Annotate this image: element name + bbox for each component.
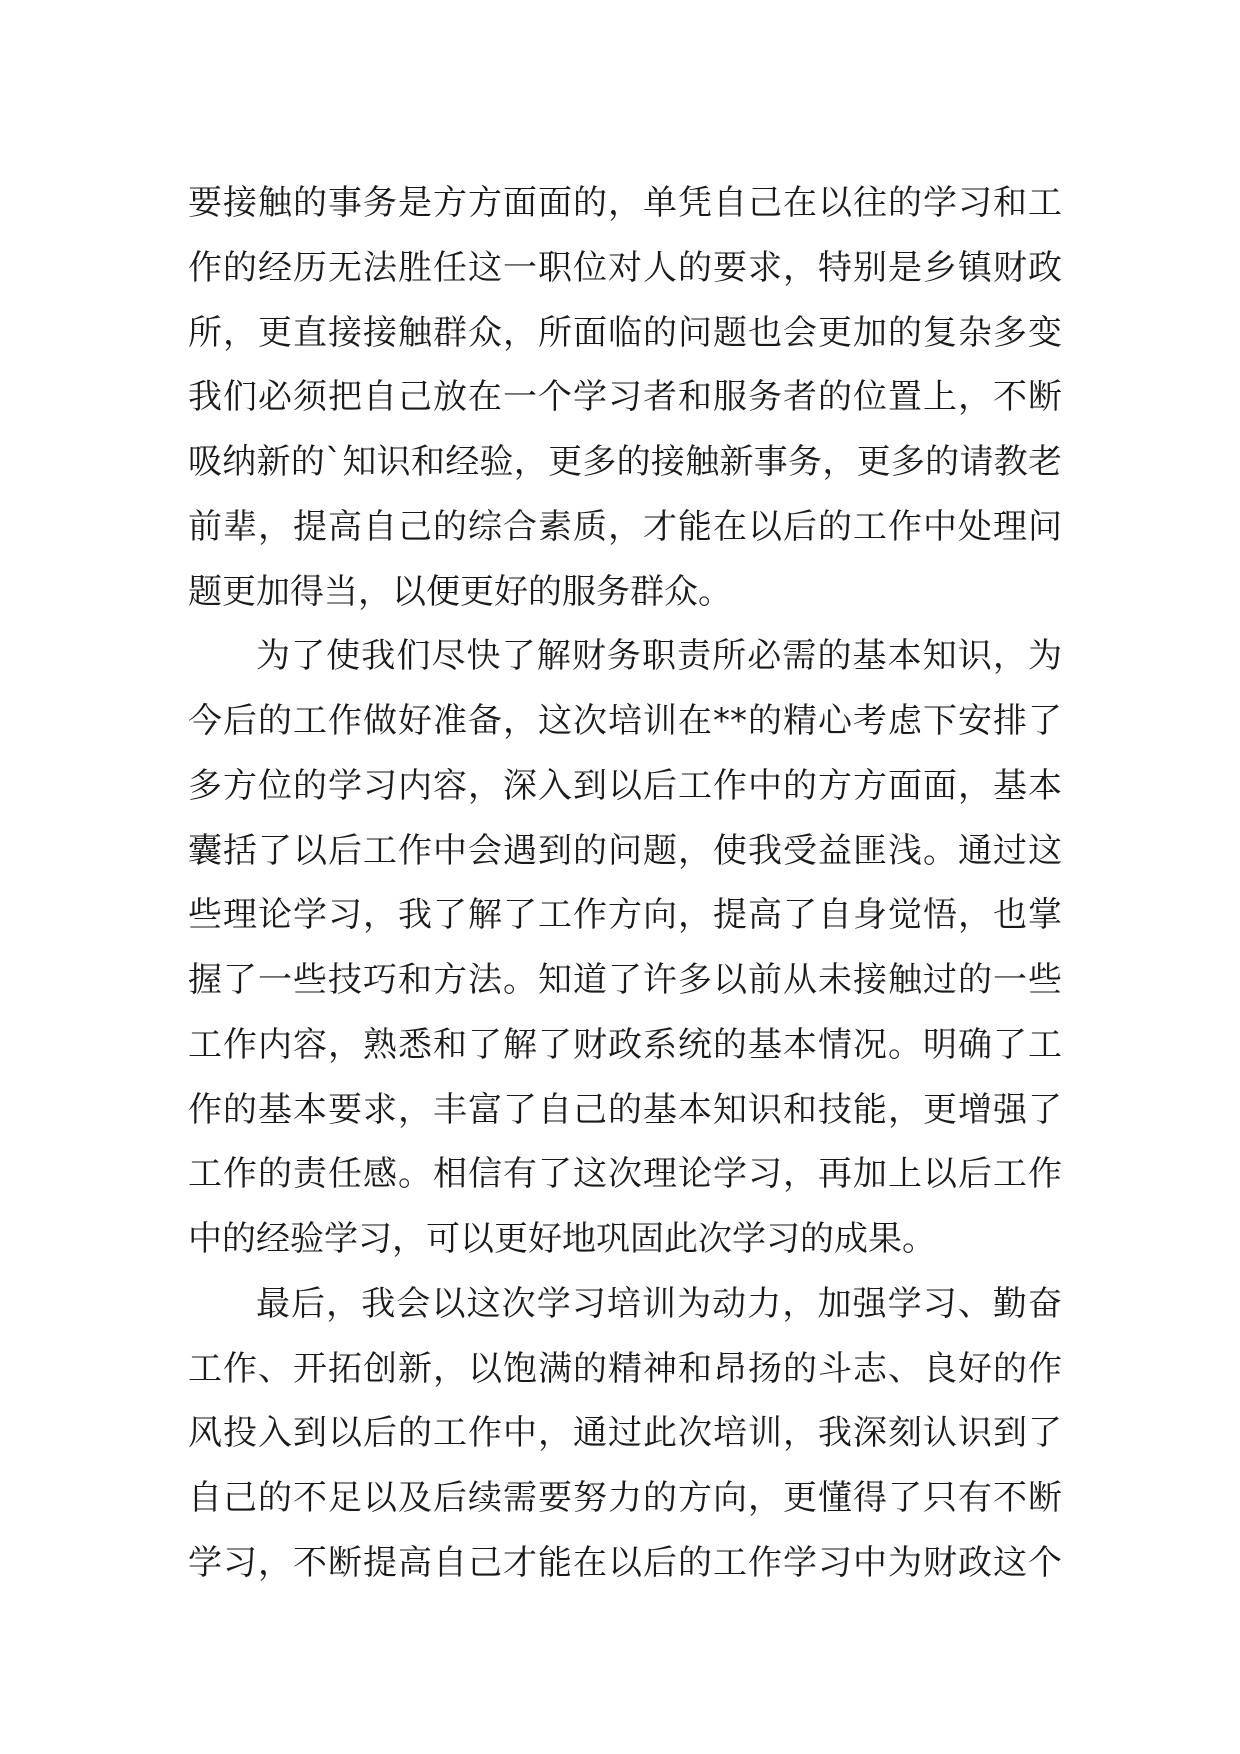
paragraph-line: 为了使我们尽快了解财务职责所必需的基本知识，为 — [256, 636, 1062, 677]
paragraph-line: 我们必须把自己放在一个学习者和服务者的位置上，不断 — [188, 377, 1062, 418]
paragraph-line: 囊括了以后工作中会遇到的问题，使我受益匪浅。通过这 — [188, 830, 1062, 871]
paragraph-line: 作的经历无法胜任这一职位对人的要求，特别是乡镇财政 — [188, 247, 1062, 288]
paragraph-line: 工作内容，熟悉和了解了财政系统的基本情况。明确了工 — [188, 1024, 1062, 1065]
paragraph-line: 最后，我会以这次学习培训为动力，加强学习、勤奋 — [256, 1283, 1062, 1324]
paragraph-line: 风投入到以后的工作中，通过此次培训，我深刻认识到了 — [188, 1413, 1062, 1454]
paragraph-line: 学习，不断提高自己才能在以后的工作学习中为财政这个 — [188, 1542, 1062, 1583]
paragraph-line: 所，更直接接触群众，所面临的问题也会更加的复杂多变 — [188, 312, 1062, 353]
paragraph-line: 握了一些技巧和方法。知道了许多以前从未接触过的一些 — [188, 960, 1062, 1000]
paragraph-line: 今后的工作做好准备，这次培训在**的精心考虑下安排了 — [188, 701, 1062, 741]
paragraph-line: 前辈，提高自己的综合素质，才能在以后的工作中处理问 — [188, 506, 1062, 547]
document-body — [188, 171, 1062, 1596]
paragraph-line: 要接触的事务是方方面面的，单凭自己在以往的学习和工 — [188, 183, 1062, 223]
paragraph-line: 吸纳新的`知识和经验，更多的接触新事务，更多的请教老 — [188, 442, 1062, 482]
paragraph-line: 自己的不足以及后续需要努力的方向，更懂得了只有不断 — [188, 1478, 1062, 1518]
paragraph-line: 中的经验学习，可以更好地巩固此次学习的成果。 — [188, 1219, 936, 1259]
paragraph-line: 工作的责任感。相信有了这次理论学习，再加上以后工作 — [188, 1154, 1062, 1195]
paragraph-line: 些理论学习，我了解了工作方向，提高了自身觉悟，也掌 — [188, 895, 1062, 936]
paragraph-line: 工作、开拓创新，以饱满的精神和昂扬的斗志、良好的作 — [188, 1348, 1062, 1389]
paragraph-line: 作的基本要求，丰富了自己的基本知识和技能，更增强了 — [188, 1089, 1062, 1130]
paragraph-line: 题更加得当，以便更好的服务群众。 — [188, 571, 732, 612]
paragraph-line: 多方位的学习内容，深入到以后工作中的方方面面，基本 — [188, 765, 1062, 806]
